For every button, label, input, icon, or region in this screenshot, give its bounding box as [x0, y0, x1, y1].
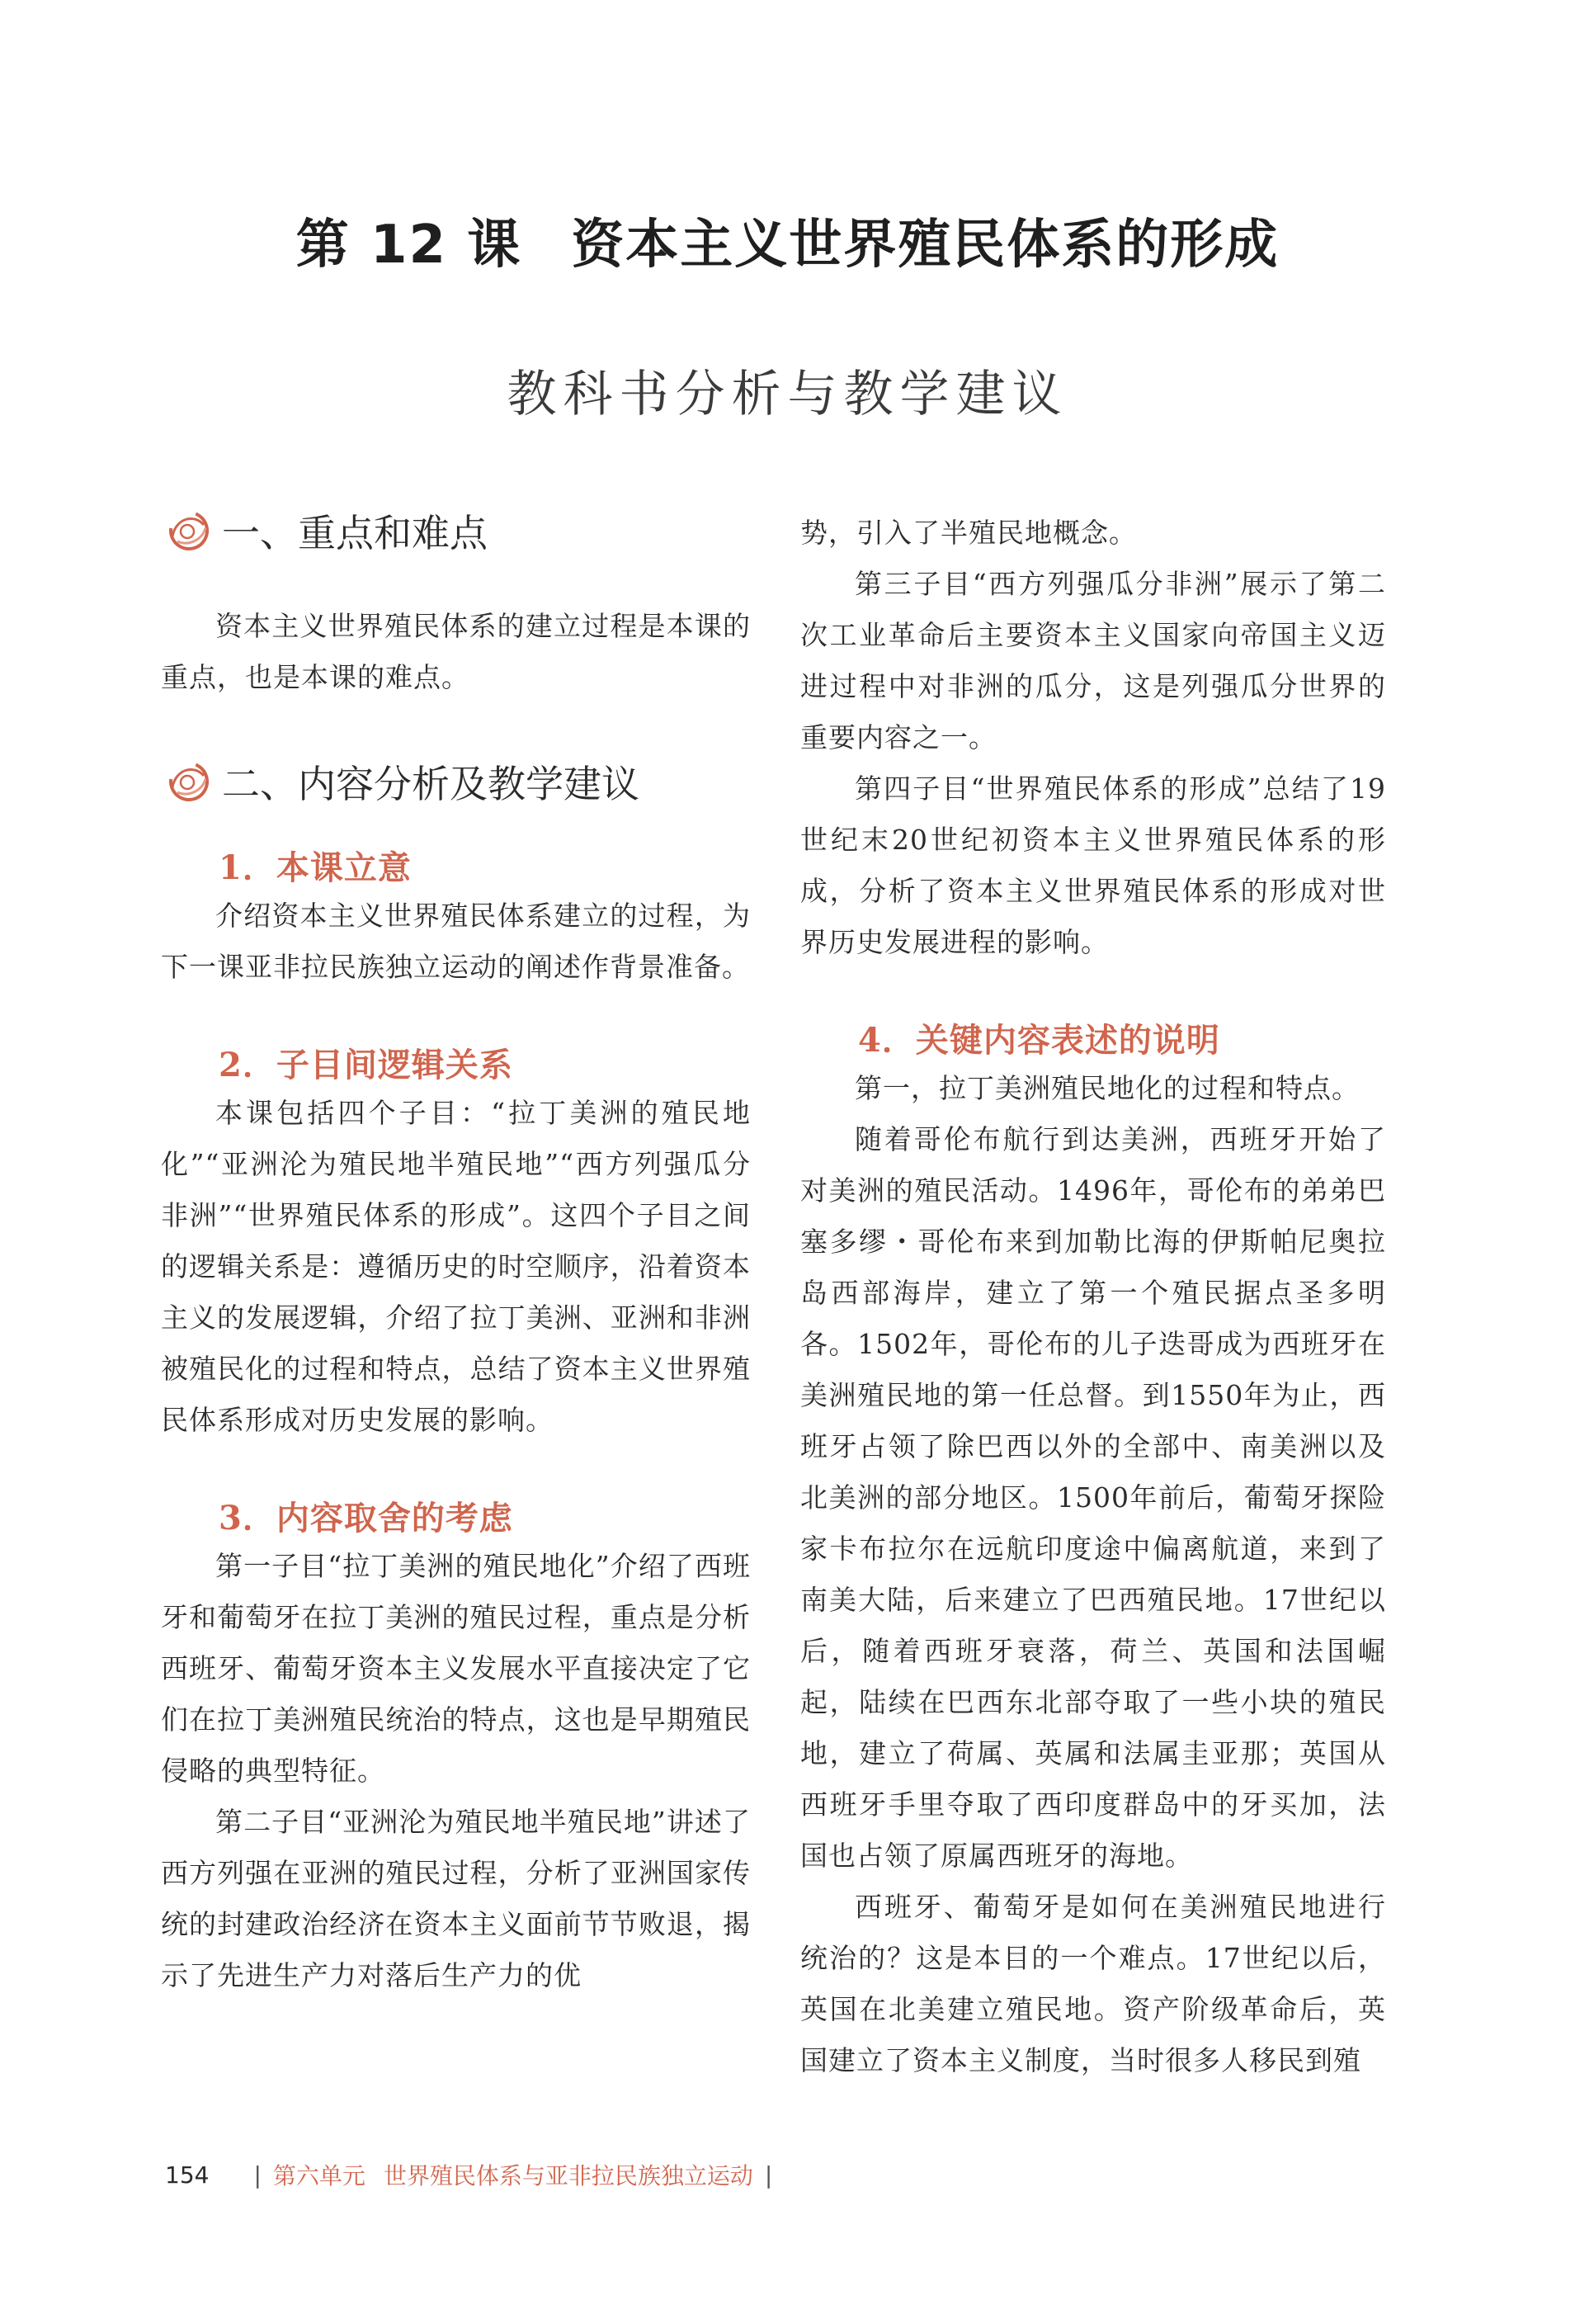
page-footer	[165, 2158, 784, 2191]
swirl-icon	[161, 754, 215, 809]
paragraph: 随着哥伦布航行到达美洲，西班牙开始了对美洲的殖民活动。1496年，哥伦布的弟弟巴塞多缪・哥伦布来到加勒比海的伊斯帕尼奥拉岛西部海岸，建立了第一个殖民据点圣多明各。1502年，哥伦布的儿子迭哥成为西班牙在美洲殖民地的第一任总督。到1550年为止，西班牙占领了除巴西以外的全部中、南美洲以及北美洲的部分地区。1500年前后，葡萄牙探险家卡布拉尔在远航印度途中偏离航道，来到了南美大陆，后来建立了巴西殖民地。17世纪以后，随着西班牙衰落，荷兰、英国和法国崛起，陆续在巴西东北部夺取了一些小块的殖民地，建立了荷属、英属和法属圭亚那；英国从西班牙手里夺取了西印度群岛中的牙买加，法国也占领了原属西班牙的海地。	[800, 1123, 1386, 1872]
footer-unit-title: 世界殖民体系与亚非拉民族独立运动	[383, 2162, 753, 2189]
subsection-title-3: 3．内容取舍的考虑	[219, 1499, 513, 1538]
paragraph: 资本主义世界殖民体系的建立过程是本课的重点，也是本课的难点。	[161, 610, 751, 693]
lesson-title	[0, 202, 1575, 278]
section-heading-text: 一、重点和难点	[222, 511, 488, 555]
page-number: 154	[165, 2161, 210, 2189]
subsection-title-4: 4．关键内容表述的说明	[858, 1021, 1220, 1060]
right-column	[800, 508, 1386, 2086]
paragraph-continued: 势，引入了半殖民地概念。	[800, 517, 1137, 549]
paragraph: 介绍资本主义世界殖民体系建立的过程，为下一课亚非拉民族独立运动的阐述作背景准备。	[161, 900, 751, 983]
footer-divider: |	[253, 2161, 262, 2189]
lesson-name: 资本主义世界殖民体系的形成	[571, 215, 1280, 276]
paragraph: 第三子目“西方列强瓜分非洲”展示了第二次工业革命后主要资本主义国家向帝国主义迈进过程中对非洲的瓜分，这是列强瓜分世界的重要内容之一。	[800, 568, 1386, 753]
section-heading-text: 二、内容分析及教学建议	[222, 762, 639, 806]
lesson-number: 第 12 课	[295, 215, 522, 276]
left-column	[161, 503, 751, 2001]
footer-divider: |	[764, 2161, 773, 2189]
paragraph: 本课包括四个子目：“拉丁美洲的殖民地化”“亚洲沦为殖民地半殖民地”“西方列强瓜分非洲”“世界殖民体系的形成”。这四个子目之间的逻辑关系是：遵循历史的时空顺序，沿着资本主义的发展逻辑，介绍了拉丁美洲、亚洲和非洲被殖民化的过程和特点，总结了资本主义世界殖民体系形成对历史发展的影响。	[161, 1097, 751, 1436]
paragraph: 第一子目“拉丁美洲的殖民地化”介绍了西班牙和葡萄牙在拉丁美洲的殖民过程，重点是分析西班牙、葡萄牙资本主义发展水平直接决定了它们在拉丁美洲殖民统治的特点，这也是早期殖民侵略的典型特征。	[161, 1550, 751, 1787]
section-heading-1	[161, 503, 751, 558]
paragraph: 西班牙、葡萄牙是如何在美洲殖民地进行统治的？这是本目的一个难点。17世纪以后，英国在北美建立殖民地。资产阶级革命后，英国建立了资本主义制度，当时很多人移民到殖	[800, 1891, 1386, 2076]
paragraph: 第四子目“世界殖民体系的形成”总结了19世纪末20世纪初资本主义世界殖民体系的形成，分析了资本主义世界殖民体系的形成对世界历史发展进程的影响。	[800, 772, 1386, 958]
subsection-title-2: 2．子目间逻辑关系	[219, 1046, 513, 1084]
swirl-icon	[161, 503, 215, 558]
paragraph: 第一，拉丁美洲殖民地化的过程和特点。	[855, 1072, 1360, 1104]
section-heading-2	[161, 754, 751, 809]
footer-unit-label: 第六单元	[272, 2162, 365, 2189]
subsection-title-1: 1．本课立意	[219, 848, 412, 887]
paragraph: 第二子目“亚洲沦为殖民地半殖民地”讲述了西方列强在亚洲的殖民过程，分析了亚洲国家传统的封建政治经济在资本主义面前节节败退，揭示了先进生产力对落后生产力的优	[161, 1806, 751, 1991]
section-subtitle: 教科书分析与教学建议	[507, 366, 1068, 423]
